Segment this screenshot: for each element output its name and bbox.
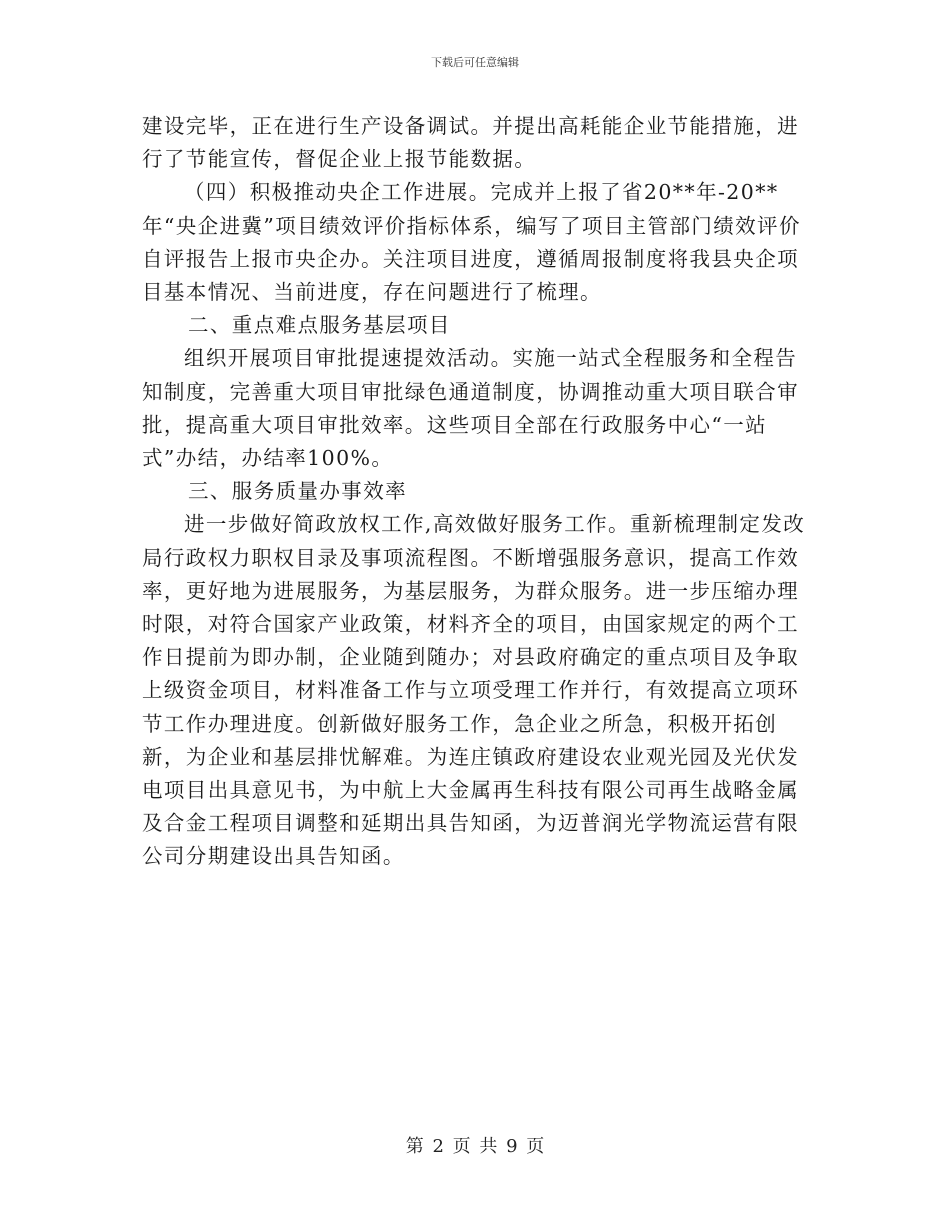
page-header-note: 下载后可任意编辑 — [431, 56, 519, 69]
page-number: 第 2 页 共 9 页 — [405, 1136, 545, 1157]
paragraph-energy-saving: 建设完毕，正在进行生产设备调试。并提出高耗能企业节能措施，进行了节能宣传，督促企业上报节能数据。 — [142, 114, 799, 172]
section-heading-3: 三、服务质量办事效率 — [188, 479, 407, 504]
paragraph-approval: 组织开展项目审批提速提效活动。实施一站式全程服务和全程告知制度，完善重大项目审批绿色通道制度，协调推动重大项目联合审批，提高重大项目审批效率。这些项目全部在行政服务中心“一站式”办结，办结率100%。 — [142, 346, 799, 471]
paragraph-service-efficiency: 进一步做好简政放权工作,高效做好服务工作。重新梳理制定发改局行政权力职权目录及事项流程图。不断增强服务意识，提高工作效率，更好地为进展服务，为基层服务，为群众服务。进一步压缩办理时限，对符合国家产业政策，材料齐全的项目，由国家规定的两个工作日提前为即办制，企业随到随办；对县政府确定的重点项目及争取上级资金项目，材料准备工作与立项受理工作并行，有效提高立项环节工作办理进度。创新做好服务工作，急企业之所急，积极开拓创新，为企业和基层排忧解难。为连庄镇政府建设农业观光园及光伏发电项目出具意见书，为中航上大金属再生科技有限公司再生战略金属及合金工程项目调整和延期出具告知函，为迈普润光学物流运营有限公司分期建设出具告知函。 — [142, 512, 806, 869]
document-body — [142, 110, 807, 874]
section-heading-2: 二、重点难点服务基层项目 — [188, 313, 451, 338]
paragraph-central-enterprise: （四）积极推动央企工作进展。完成并上报了省20**年-20**年“央企进冀”项目绩效评价指标体系，编写了项目主管部门绩效评价自评报告上报市央企办。关注项目进度，遵循周报制度将我县央企项目基本情况、当前进度，存在问题进行了梳理。 — [142, 180, 801, 305]
